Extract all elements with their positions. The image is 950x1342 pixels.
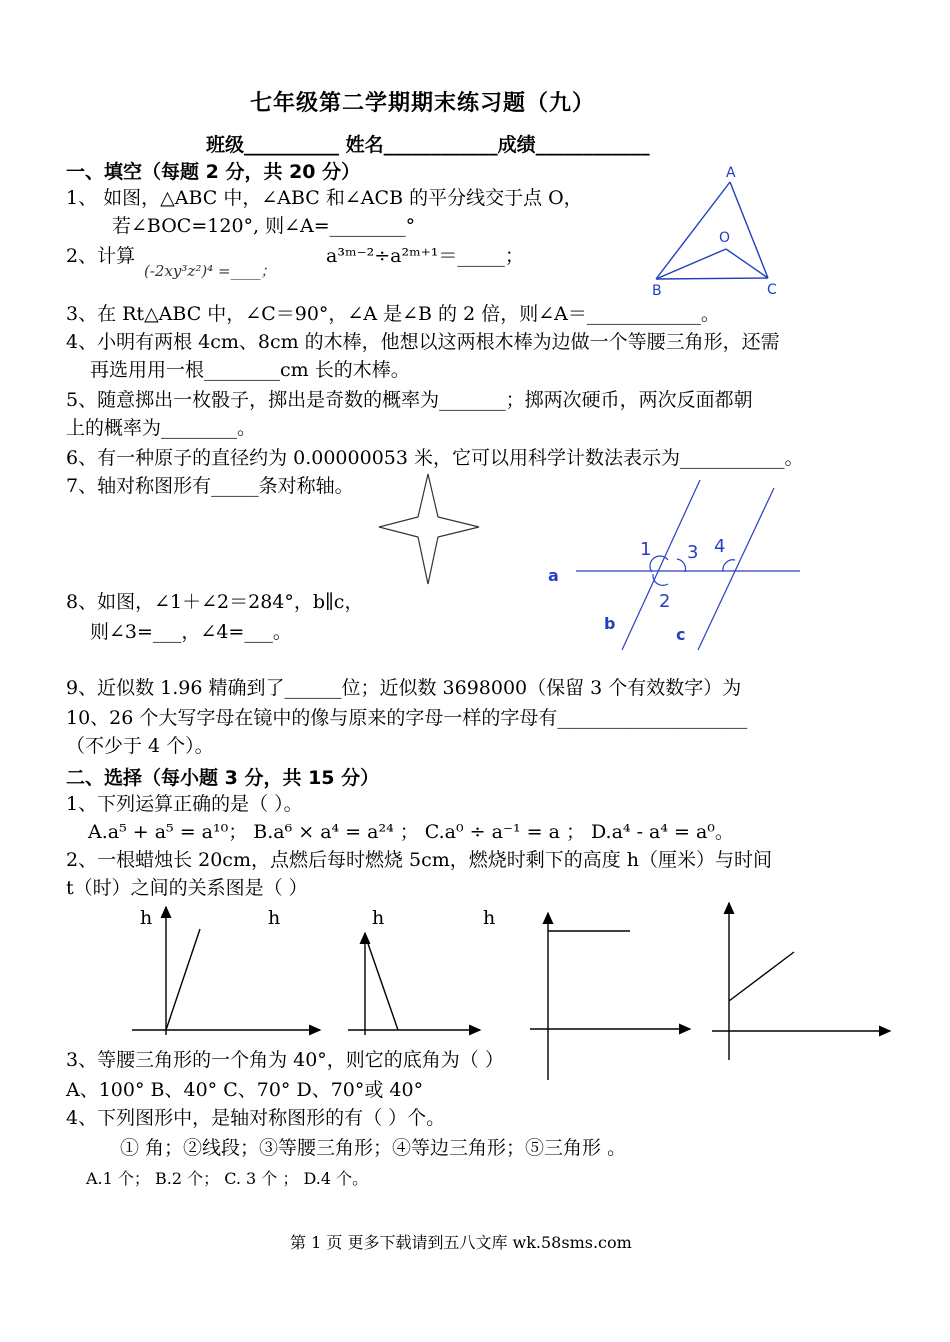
q10-line1: 10、26 个大写字母在镜中的像与原来的字母一样的字母有____________________ [66,707,748,729]
page-footer: 第 1 页 更多下载请到五八文库 wk.58sms.com [290,1233,632,1252]
s2-q4-line: 4、下列图形中，是轴对称图形的有（ ）个。 [66,1107,446,1129]
q1-line2: 若∠BOC=120°, 则∠A=________° [112,215,416,237]
s2-q3-options: A、100° B、40° C、70° D、70°或 40° [66,1079,424,1101]
q9-line: 9、近似数 1.96 精确到了______位；近似数 3698000（保留 3 个有效数字）为 [66,677,742,699]
s2-q4-items: ① 角；②线段；③等腰三角形；④等边三角形；⑤三角形 。 [120,1137,627,1159]
angle-label-3: 3 [687,542,699,563]
s2-q2-line1: 2、一根蜡烛长 20cm，点燃后每时燃烧 5cm，燃烧时剩下的高度 h（厘米）与时间 [66,849,773,871]
q2-prefix: 2、计算 [66,245,136,267]
four-pointed-star-figure [375,470,485,590]
q3-line: 3、在 Rt△ABC 中，∠C＝90°，∠A 是∠B 的 2 倍，则∠A＝____________。 [66,303,720,325]
s2-q1-options: A.a⁵ + a⁵ = a¹⁰； B.a⁶ × a⁴ = a²⁴ ； C.a⁰ ÷ a⁻¹ = a ； D.a⁴ - a⁴ = a⁰。 [88,821,734,843]
graph-option-d-figure [700,895,900,1065]
graph4-h-label: h [483,907,496,929]
angle-label-1: 1 [640,539,652,560]
s2-q3-line: 3、等腰三角形的一个角为 40°，则它的底角为（ ） [66,1049,504,1071]
q4-line2: 再选用用一根________cm 长的木棒。 [90,359,410,381]
q2-part2: a³ᵐ⁻²÷a²ᵐ⁺¹＝_____； [326,245,524,267]
triangle-label-o: O [719,230,731,246]
graph3-h-label: h [372,907,385,929]
triangle-label-a: A [726,165,736,181]
section2-heading: 二、选择（每小题 3 分，共 15 分） [66,767,380,789]
q5-line1: 5、随意掷出一枚骰子，掷出是奇数的概率为_______；掷两次硬币，两次反面都朝 [66,389,753,411]
line-label-b: b [604,614,616,633]
line-label-a: a [548,566,559,585]
q6-line: 6、有一种原子的直径约为 0.00000053 米，它可以用科学计数法表示为___________。 [66,447,804,469]
graph2-h-label: h [268,907,281,929]
q5-line2: 上的概率为________。 [66,417,257,439]
triangle-abc-figure [640,160,800,300]
page-title: 七年级第二学期期末练习题（九） [250,91,596,116]
q2-expression: (-2xy³z²)⁴ =____； [144,262,276,280]
section1-heading: 一、填空（每题 2 分，共 20 分） [66,161,361,183]
q4-line1: 4、小明有两根 4cm、8cm 的木棒，他想以这两根木棒为边做一个等腰三角形，还需 [66,331,780,353]
q8-line2: 则∠3=___，∠4=___。 [90,621,292,643]
q10-line2: （不少于 4 个）。 [66,735,214,757]
graph1-h-label: h [140,907,153,929]
angle-label-4: 4 [714,536,726,557]
q1-line1: 1、 如图，△ABC 中，∠ABC 和∠ACB 的平分线交于点 O， [66,187,583,209]
q8-line1: 8、如图，∠1＋∠2＝284°，b∥c， [66,591,364,613]
s2-q1-line: 1、下列运算正确的是（ ）。 [66,793,303,815]
line-label-c: c [676,625,686,644]
student-info-fields: 班级__________ 姓名____________成绩____________ [206,134,650,156]
angle-label-2: 2 [659,591,671,612]
s2-q2-line2: t（时）之间的关系图是（ ） [66,877,308,899]
triangle-label-b: B [652,283,662,299]
triangle-label-c: C [767,282,777,298]
parallel-lines-figure [540,480,810,660]
s2-q4-options: A.1 个； B.2 个； C. 3 个 ； D.4 个。 [86,1169,369,1188]
q7-line: 7、轴对称图形有_____条对称轴。 [66,475,354,497]
